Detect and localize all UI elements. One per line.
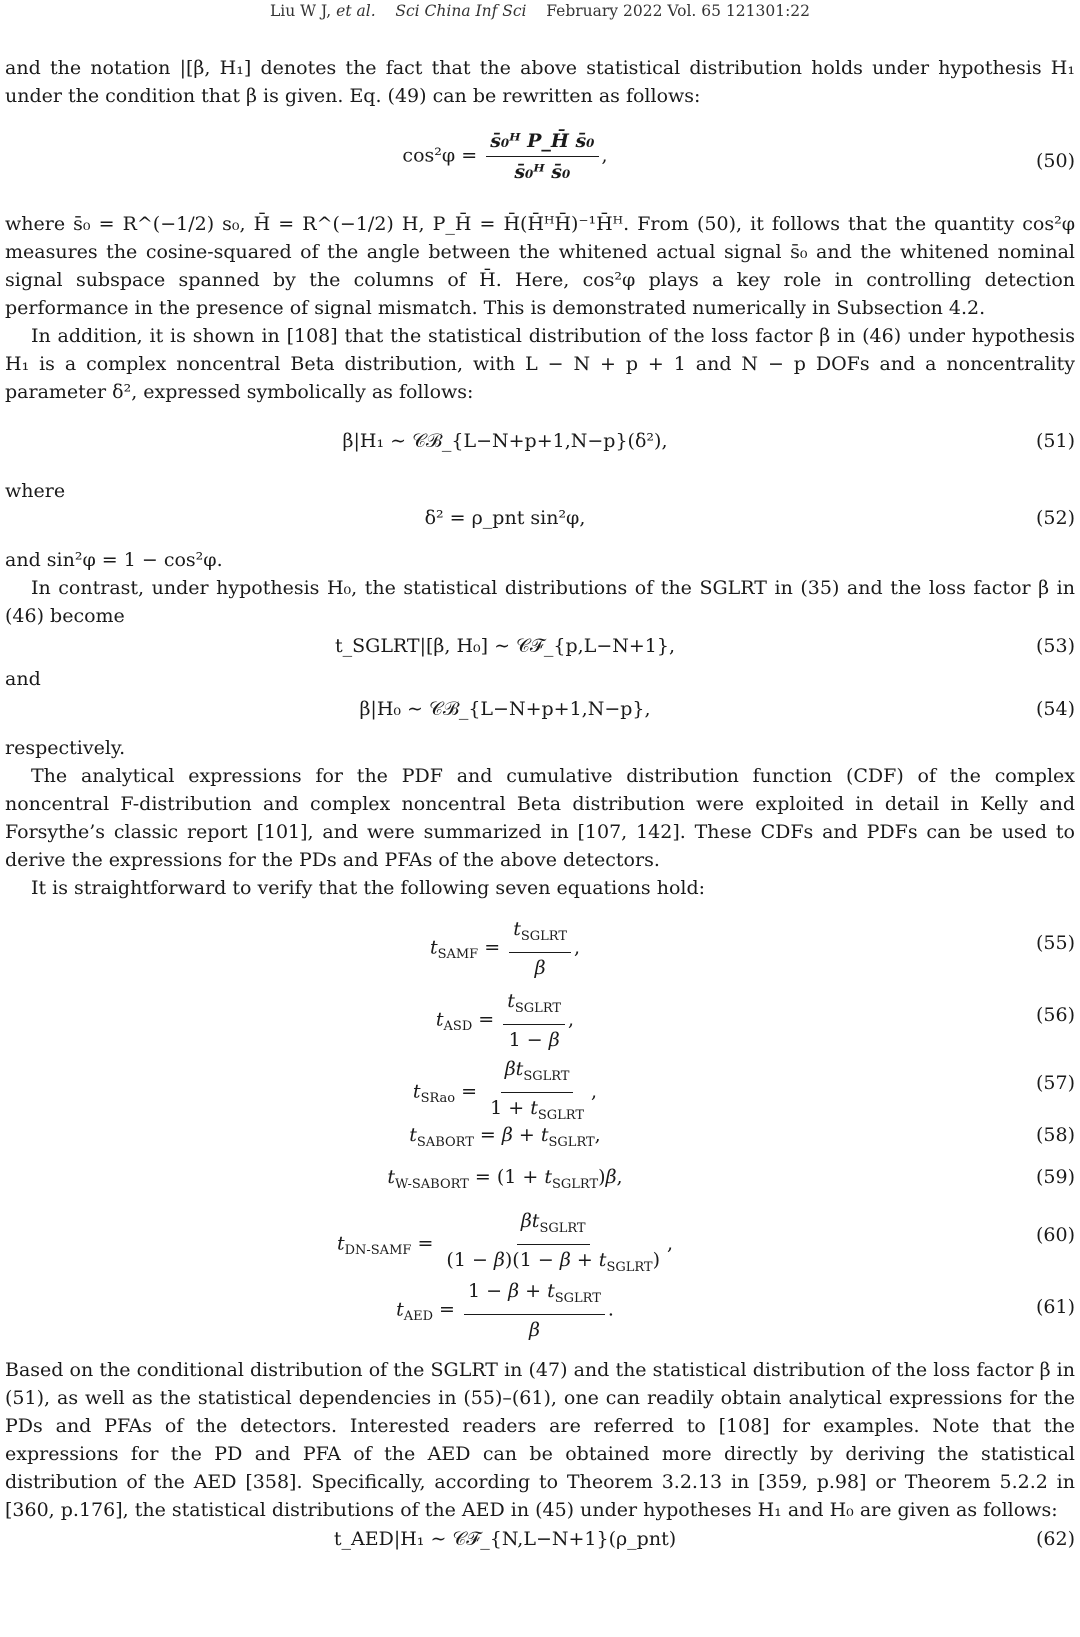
equation-51	[5, 406, 1075, 480]
equation-61-number: (61)	[1035, 1296, 1075, 1318]
equation-62	[5, 1524, 1075, 1564]
equation-61-body: $t_{AED}$ = $\frac{1 - \beta + t_{SGLRT}}{\beta}$ .	[396, 1280, 614, 1341]
equation-54-number: (54)	[1035, 698, 1075, 720]
paragraph-5: In contrast, under hypothesis H₀, the statistical distributions of the SGLRT in (35) and the loss factor β in (46) become	[5, 577, 1075, 627]
equation-62-number: (62)	[1035, 1528, 1075, 1550]
equation-60-body: $t_{DN-SAMF}$ = $\frac{\beta t_{SGLRT}}{(1 - \beta)(1 - \beta + t_{SGLRT})}$ ,	[336, 1210, 674, 1275]
paragraph-1: and the notation |[β, H₁] denotes the fact that the above statistical distribution holds under hypothesis H₁ under the condition that β is given. Eq. (49) can be rewritten as follows:	[5, 57, 1075, 107]
equation-50-comma: ,	[601, 144, 608, 167]
equation-56-body: $t_{ASD}$ = $\frac{t_{SGLRT}}{1 - \beta}$ ,	[435, 990, 575, 1051]
equation-62-body: t_AED|H₁ ∼ 𝒞ℱ_{N,L−N+1}(ρ_pnt)	[333, 1528, 677, 1550]
equation-52	[5, 480, 1075, 546]
paragraph-9: Based on the conditional distribution of the SGLRT in (47) and the statistical distribution of the loss factor β in (51), as well as the statistical dependencies in (55)–(61), one can readily obtain analytical expressions for the PDs and PFAs of the detectors. Interested readers are referred to [108] for examples. Note that the expressions for the PD and PFA of the AED can be obtained more directly by deriving the statistical distribution of the AED [358]. Specifically, according to Theorem 3.2.13 in [359, p.98] or Theorem 5.2.2 in [360, p.176], the statistical distributions of the AED in (45) under hypotheses H₁ and H₀ are given as follows:	[5, 1359, 1075, 1521]
equation-56-number: (56)	[1035, 1004, 1075, 1026]
equation-51-number: (51)	[1035, 430, 1075, 452]
equation-56	[5, 980, 1075, 1052]
equation-50-numerator: s̄₀ᴴ P_H̄ s̄₀	[486, 128, 598, 157]
equation-55-number: (55)	[1035, 932, 1075, 954]
equation-58-body: $t_{SABORT} = \beta + t_{SGLRT}$,	[409, 1124, 601, 1150]
equation-50-fraction	[486, 128, 598, 185]
where-text: where	[5, 480, 66, 502]
equation-60-number: (60)	[1035, 1224, 1075, 1246]
paragraph-6: respectively.	[5, 737, 126, 759]
equation-59-number: (59)	[1035, 1166, 1075, 1188]
equation-55	[5, 902, 1075, 980]
equation-50-denominator: s̄₀ᴴ s̄₀	[514, 161, 571, 183]
equation-59	[5, 1166, 1075, 1208]
equation-50-number: (50)	[1035, 150, 1075, 172]
paragraph-8: It is straightforward to verify that the following seven equations hold:	[31, 877, 706, 899]
equation-57	[5, 1052, 1075, 1124]
paragraph-7: The analytical expressions for the PDF and cumulative distribution function (CDF) of the complex noncentral F-distribution and complex noncentral Beta distribution were exploited in detail in Kelly and Forsythe’s classic report [101], and were summarized in [107, 142]. These CDFs and PDFs can be used to derive the expressions for the PDs and PFAs of the above detectors.	[5, 765, 1075, 871]
equation-59-body: $t_{W-SABORT} = (1 + t_{SGLRT})\beta$,	[387, 1166, 623, 1192]
equation-57-body: $t_{SRao}$ = $\frac{\beta t_{SGLRT}}{1 + t_{SGLRT}}$ ,	[412, 1058, 598, 1123]
equation-58-number: (58)	[1035, 1124, 1075, 1146]
equation-61	[5, 1278, 1075, 1356]
equation-53-body: t_SGLRT|[β, H₀] ∼ 𝒞ℱ_{p,L−N+1},	[334, 635, 676, 657]
header-authors: Liu W J,	[269, 2, 332, 20]
equation-54-body: β|H₀ ∼ 𝒞ℬ_{L−N+p+1,N−p},	[359, 698, 651, 720]
equation-58	[5, 1124, 1075, 1166]
paragraph-2: where s̄₀ = R^(−1/2) s₀, H̄ = R^(−1/2) H, P_H̄ = H̄(H̄ᴴH̄)⁻¹H̄ᴴ. From (50), it follows that the quantity cos²φ measures the cosine-squared of the angle between the whitened actual signal s̄₀ and the whitened nominal signal subspace spanned by the columns of H̄. Here, cos²φ plays a key role in controlling detection performance in the presence of signal mismatch. This is demonstrated numerically in Subsection 4.2.	[5, 213, 1075, 319]
equation-50-body	[5, 128, 1005, 185]
paragraph-3: In addition, it is shown in [108] that the statistical distribution of the loss factor β in (46) under hypothesis H₁ is a complex noncentral Beta distribution, with L − N + p + 1 and N − p DOFs and a noncentrality parameter δ², expressed symbolically as follows:	[5, 325, 1075, 403]
equation-54	[5, 668, 1075, 734]
and-text: and	[5, 668, 41, 690]
header-et-al: et al.	[336, 2, 376, 20]
equation-51-body: β|H₁ ∼ 𝒞ℬ_{L−N+p+1,N−p}(δ²),	[342, 430, 668, 452]
equation-60	[5, 1208, 1075, 1278]
equation-53	[5, 630, 1075, 668]
paragraph-4: and sin²φ = 1 − cos²φ.	[5, 549, 223, 571]
equation-50-lhs: cos²φ =	[402, 144, 478, 167]
page	[5, 0, 1075, 1564]
equation-53-number: (53)	[1035, 635, 1075, 657]
equation-52-number: (52)	[1035, 507, 1075, 529]
equation-57-number: (57)	[1035, 1072, 1075, 1094]
equation-52-body: δ² = ρ_pnt sin²φ,	[424, 507, 586, 529]
equation-55-body: $t_{SAMF}$ = $\frac{t_{SGLRT}}{\beta}$ ,	[429, 918, 581, 979]
running-header	[5, 1, 1075, 21]
header-issue: February 2022 Vol. 65 121301:22	[546, 2, 811, 20]
equation-50	[5, 110, 1075, 210]
header-journal: Sci China Inf Sci	[395, 2, 527, 20]
